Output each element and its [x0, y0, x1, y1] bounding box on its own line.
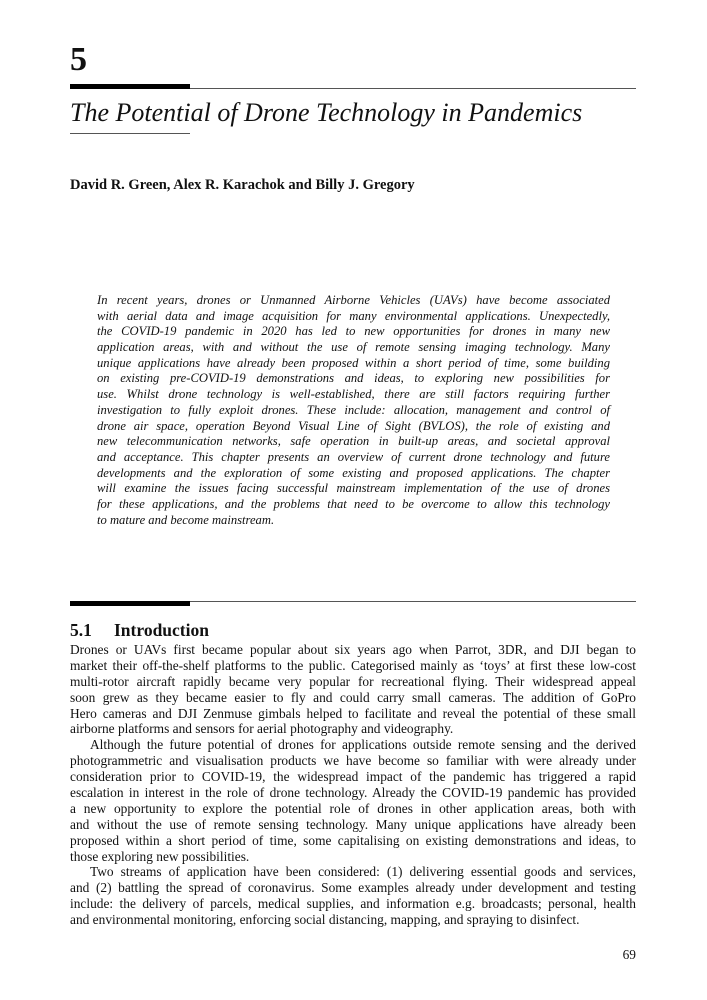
text-line: unique applications have already been proposed within a short period of time, some building [97, 355, 610, 370]
section-rule-thick [70, 601, 190, 606]
section-number: 5.1 [70, 620, 92, 640]
text-line: multi-rotor aircraft rapidly became very popular for recreational flying. Their widespread appeal [70, 673, 636, 689]
text-line: and acceptance. This chapter presents an overview of current drone technology and future [97, 449, 610, 464]
text-line: a new opportunity to explore the potential role of drones in other application areas, both with [70, 800, 636, 816]
text-line: developments and the exploration of some existing and proposed applications. The chapter [97, 465, 610, 480]
abstract [97, 293, 610, 528]
text-line: drone air space, operation Beyond Visual Line of Sight (BVLOS), the role of existing and [97, 418, 610, 433]
chapter-rule-thick [70, 84, 190, 89]
text-line: include: the delivery of parcels, medical supplies, and information e.g. broadcasts; personal, health [70, 896, 636, 912]
text-line: with aerial data and image acquisition for many environmental applications. Unexpectedly, [97, 308, 610, 323]
text-line: investigation to fully exploit drones. These include: allocation, management and control of [97, 402, 610, 417]
text-line: consideration prior to COVID-19, the widespread impact of the pandemic has triggered a rapid [70, 769, 636, 785]
text-line: soon grew as they became easier to fly and could carry small cameras. The addition of GoPro [70, 689, 636, 705]
text-line: new telecommunication networks, safe operation in built-up areas, and societal approval [97, 434, 610, 449]
section-heading [70, 619, 209, 641]
text-line: Two streams of application have been considered: (1) delivering essential goods and services, [90, 864, 636, 880]
text-line: Although the future potential of drones for applications outside remote sensing and the derived [90, 737, 636, 753]
text-line: escalation in interest in the role of drone technology. Already the COVID-19 pandemic has provided [70, 785, 636, 801]
text-line: to mature and become mainstream. [97, 512, 275, 527]
text-line: application areas, with and without the use of remote sensing imaging technology. Many [97, 340, 610, 355]
text-line: the COVID-19 pandemic in 2020 has led to new opportunities for drones in many new [97, 324, 610, 339]
text-line: market their off-the-shelf platforms to the public. Categorised mainly as ‘toys’ at first these low-cost [70, 657, 636, 673]
chapter-title: The Potential of Drone Technology in Pandemics [70, 98, 583, 127]
text-line: photogrammetric and visualisation products we have become so familiar with were already under [70, 753, 636, 769]
text-line: Hero cameras and DJI Zenmuse gimbals helped to facilitate and reveal the potential of these small [70, 705, 636, 721]
text-line: In recent years, drones or Unmanned Airborne Vehicles (UAVs) have become associated [97, 293, 610, 307]
text-line: for these applications, and the problems that need to be overcome to allow this technology [97, 496, 610, 511]
chapter-rule-thin [190, 88, 636, 89]
chapter-number: 5 [70, 41, 87, 78]
text-line: and without the use of remote sensing technology. Many unique applications have already been [70, 816, 636, 832]
text-line: use. Whilst drone technology is well-established, there are still factors requiring further [97, 387, 610, 402]
section-title: Introduction [114, 620, 209, 640]
text-line: and (2) battling the spread of coronavirus. Some examples already under development and testing [70, 880, 636, 896]
text-line: those exploring new possibilities. [70, 848, 250, 864]
authors: David R. Green, Alex R. Karachok and Billy J. Gregory [70, 177, 415, 193]
text-line: on existing pre-COVID-19 demonstrations and ideas, to exploring new possibilities for [97, 371, 610, 386]
body-text [70, 642, 636, 928]
title-underline [70, 133, 190, 134]
text-line: Drones or UAVs first became popular about six years ago when Parrot, 3DR, and DJI began to [70, 642, 636, 657]
text-line: proposed within a short period of time, some capitalising on existing demonstrations and ideas, to [70, 832, 636, 848]
text-line: will examine the issues facing successful mainstream implementation of the use of drones [97, 481, 610, 496]
text-line: airborne platforms and sensors for aerial photography and videography. [70, 721, 454, 737]
page-number: 69 [622, 947, 636, 962]
text-line: and environmental monitoring, enforcing social distancing, mapping, and spraying to disinfect. [70, 912, 580, 928]
section-rule-thin [190, 601, 636, 602]
